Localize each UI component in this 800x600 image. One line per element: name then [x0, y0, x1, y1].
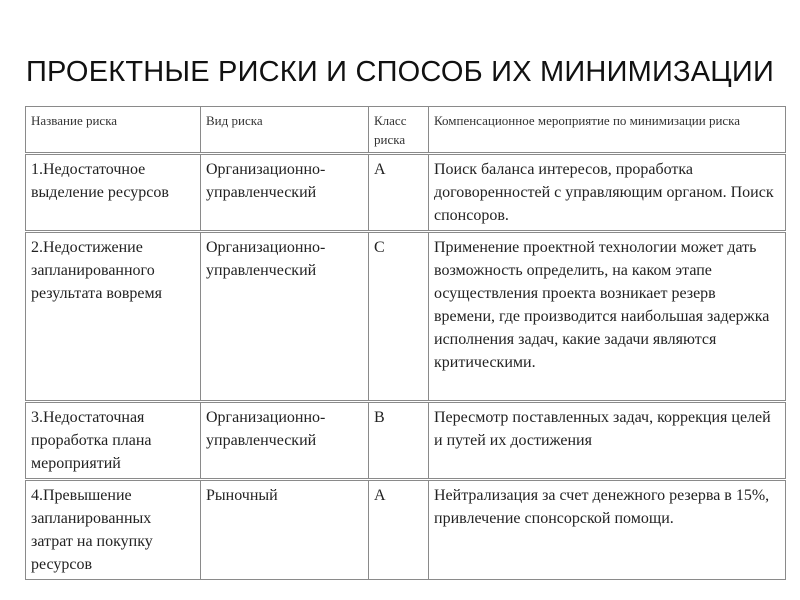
- table-row: [26, 154, 786, 232]
- header-risk-name: Название риска: [26, 107, 201, 154]
- risk-name-cell: 2.Недостижение запланированного результата вовремя: [26, 232, 201, 402]
- risk-measure-cell: Пересмотр поставленных задач, коррекция целей и путей их достижения: [429, 402, 786, 480]
- risk-measure-cell: Поиск баланса интересов, проработка договоренностей с управляющим органом. Поиск спонсоров.: [429, 154, 786, 232]
- risk-measure-cell: Применение проектной технологии может дать возможность определить, на каком этапе осуществления проекта возникает резерв времени, где производится наибольшая задержка исполнения задач, какие задачи являются критическими.: [429, 232, 786, 402]
- risk-class-cell: А: [369, 480, 429, 580]
- header-risk-type: Вид риска: [201, 107, 369, 154]
- risk-class-cell: С: [369, 232, 429, 402]
- risk-name-cell: 3.Недостаточная проработка плана мероприятий: [26, 402, 201, 480]
- risk-name-cell: 4.Превышение запланированных затрат на покупку ресурсов: [26, 480, 201, 580]
- header-risk-class: Класс риска: [369, 107, 429, 154]
- risk-type-cell: Рыночный: [201, 480, 369, 580]
- risk-type-cell: Организационно-управленческий: [201, 232, 369, 402]
- risk-measure-cell: Нейтрализация за счет денежного резерва в 15%, привлечение спонсорской помощи.: [429, 480, 786, 580]
- table-row: [26, 402, 786, 480]
- table-header-row: [26, 107, 786, 154]
- risk-type-cell: Организационно-управленческий: [201, 402, 369, 480]
- risk-name-cell: 1.Недостаточное выделение ресурсов: [26, 154, 201, 232]
- risks-table: [25, 106, 786, 580]
- risk-class-cell: А: [369, 154, 429, 232]
- table-row: [26, 232, 786, 402]
- table-row: [26, 480, 786, 580]
- header-compensation-measure: Компенсационное мероприятие по минимизации риска: [429, 107, 786, 154]
- risk-class-cell: В: [369, 402, 429, 480]
- page-title: ПРОЕКТНЫЕ РИСКИ И СПОСОБ ИХ МИНИМИЗАЦИИ: [25, 56, 775, 88]
- risk-type-cell: Организационно-управленческий: [201, 154, 369, 232]
